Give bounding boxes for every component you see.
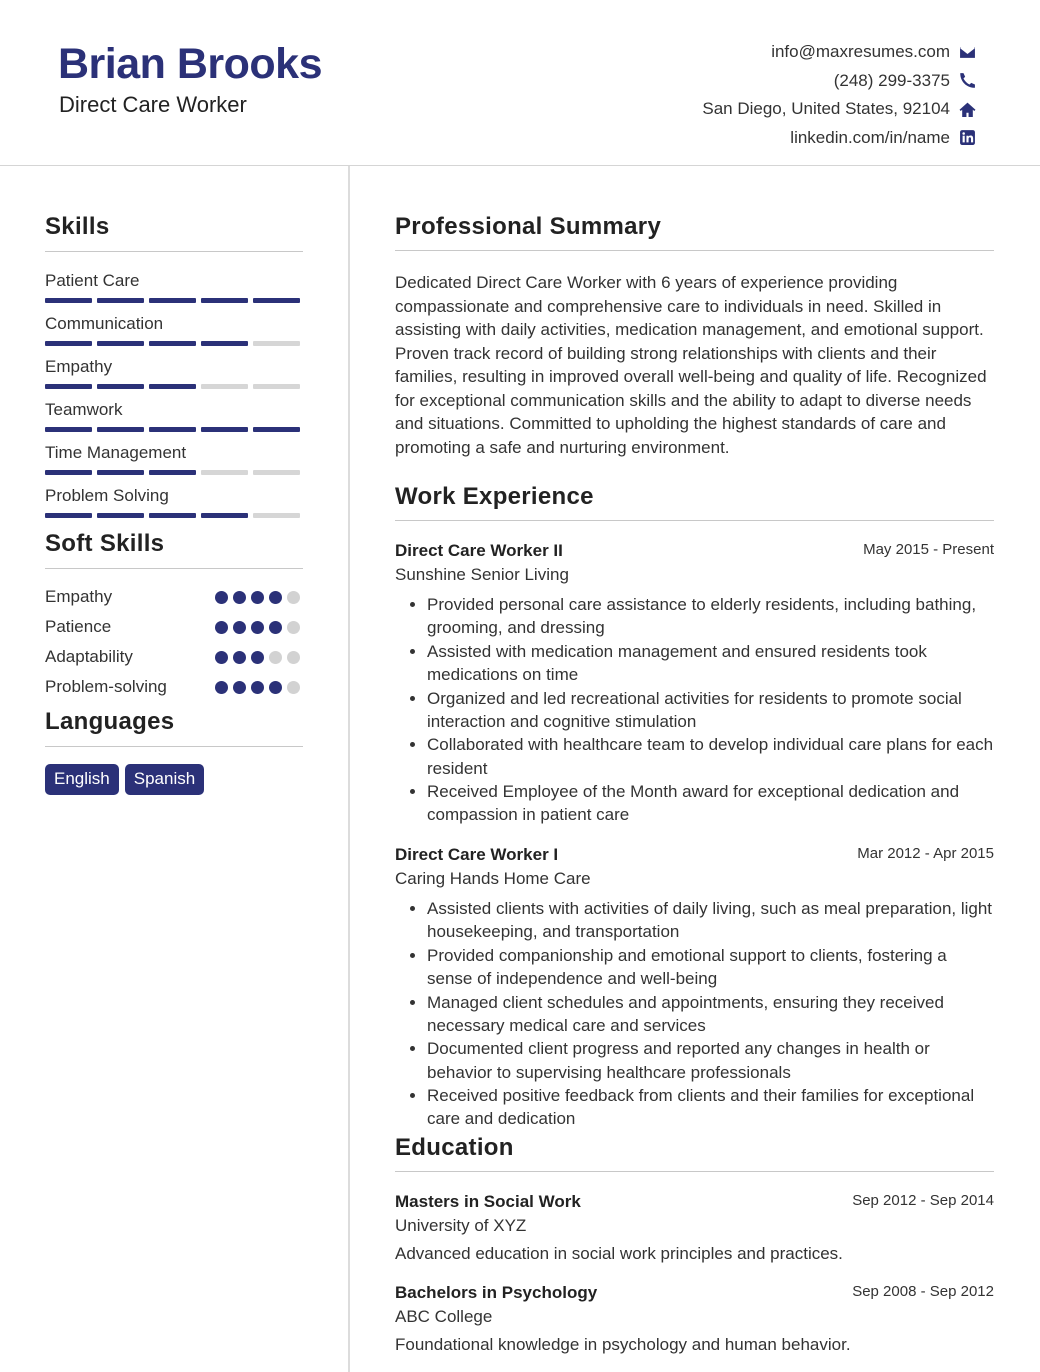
skill-item — [45, 357, 303, 389]
section-divider — [395, 250, 994, 251]
soft-skill-rating — [215, 681, 300, 694]
contact-linkedin[interactable] — [702, 124, 976, 153]
skill-level-segment — [253, 384, 300, 389]
edu-date: Sep 2012 - Sep 2014 — [852, 1192, 994, 1209]
skill-level-segment — [97, 298, 144, 303]
skill-level-segment — [149, 298, 196, 303]
edu-school: University of XYZ — [395, 1216, 527, 1235]
rating-dot — [215, 651, 228, 664]
skill-name: Teamwork — [45, 400, 123, 419]
language-badge: English — [45, 764, 119, 795]
rating-dot — [251, 621, 264, 634]
rating-dot — [251, 591, 264, 604]
envelope-icon — [958, 43, 976, 61]
skill-level-segment — [253, 470, 300, 475]
job-bullet: • Assisted clients with activities of daily living, such as meal preparation, light housekeeping, and transportation — [427, 897, 994, 944]
skill-item — [45, 314, 303, 346]
section-divider — [395, 1171, 994, 1172]
summary-title: Professional Summary — [395, 213, 662, 240]
rating-dot — [215, 681, 228, 694]
soft-skills-title: Soft Skills — [45, 530, 165, 557]
phone-icon — [958, 72, 976, 90]
skill-name: Problem Solving — [45, 486, 169, 505]
skill-level-segment — [45, 513, 92, 518]
skill-item — [45, 486, 303, 518]
skill-name: Time Management — [45, 443, 187, 462]
contact-address — [702, 95, 976, 124]
rating-dot — [233, 651, 246, 664]
skill-level-segment — [253, 341, 300, 346]
skill-level-segment — [201, 470, 248, 475]
rating-dot — [269, 681, 282, 694]
edu-date: Sep 2008 - Sep 2012 — [852, 1283, 994, 1300]
linkedin-icon — [958, 129, 976, 147]
edu-school: ABC College — [395, 1307, 493, 1326]
skill-level-segment — [201, 384, 248, 389]
languages-list — [45, 764, 204, 795]
skill-name: Communication — [45, 314, 164, 333]
rating-dot — [233, 681, 246, 694]
soft-skill-item — [45, 677, 303, 697]
rating-dot — [269, 621, 282, 634]
section-divider — [45, 251, 303, 252]
skill-name: Empathy — [45, 357, 113, 376]
rating-dot — [269, 651, 282, 664]
skill-item — [45, 443, 303, 475]
skill-level-segment — [201, 513, 248, 518]
skill-level-segment — [253, 427, 300, 432]
rating-dot — [287, 591, 300, 604]
job-date: May 2015 - Present — [863, 541, 994, 558]
job-title: Direct Care Worker II — [395, 541, 563, 560]
rating-dot — [287, 651, 300, 664]
job-bullet: • Assisted with medication management and ensured residents took medications on time — [427, 640, 994, 687]
skill-name: Patient Care — [45, 271, 140, 290]
edu-description: Foundational knowledge in psychology and human behavior. — [395, 1335, 851, 1354]
soft-skill-name: Empathy — [45, 587, 113, 606]
rating-dot — [215, 621, 228, 634]
rating-dot — [287, 681, 300, 694]
job-bullet: • Organized and led recreational activities for residents to promote social interaction and cognitive stimulation — [427, 687, 994, 734]
soft-skill-item — [45, 647, 303, 667]
rating-dot — [215, 591, 228, 604]
skill-level-segment — [45, 298, 92, 303]
skill-level-segment — [97, 341, 144, 346]
skills-title: Skills — [45, 213, 110, 240]
job-bullets — [395, 897, 994, 1131]
candidate-role: Direct Care Worker — [59, 92, 247, 117]
rating-dot — [251, 651, 264, 664]
skill-level-segment — [149, 470, 196, 475]
job-bullet: • Received positive feedback from clients and their families for exceptional care and dedication — [427, 1084, 994, 1131]
rating-dot — [233, 591, 246, 604]
rating-dot — [251, 681, 264, 694]
contact-list — [702, 38, 976, 152]
skill-level-segment — [45, 470, 92, 475]
job-bullets — [395, 593, 994, 827]
soft-skill-name: Problem-solving — [45, 677, 167, 696]
contact-email[interactable] — [702, 38, 976, 67]
job-bullet: • Documented client progress and reported any changes in health or behavior to supervising healthcare professionals — [427, 1037, 994, 1084]
job-date: Mar 2012 - Apr 2015 — [857, 845, 994, 862]
skill-level-segment — [201, 341, 248, 346]
soft-skill-rating — [215, 651, 300, 664]
soft-skill-item — [45, 617, 303, 637]
job-company: Caring Hands Home Care — [395, 869, 591, 888]
skill-level-bar — [45, 470, 303, 475]
skill-item — [45, 400, 303, 432]
job-bullet: • Managed client schedules and appointments, ensuring they received necessary medical care and services — [427, 991, 994, 1038]
job-entry — [395, 541, 994, 827]
job-bullet: • Provided companionship and emotional support to clients, fostering a sense of independence and well-being — [427, 944, 994, 991]
skill-level-segment — [45, 427, 92, 432]
skill-level-bar — [45, 427, 303, 432]
skill-item — [45, 271, 303, 303]
skill-level-segment — [97, 384, 144, 389]
skill-level-segment — [45, 341, 92, 346]
rating-dot — [233, 621, 246, 634]
contact-phone-text[interactable]: (248) 299-3375 — [833, 70, 950, 90]
job-company: Sunshine Senior Living — [395, 565, 569, 584]
candidate-name: Brian Brooks — [58, 40, 323, 88]
column-divider — [348, 166, 350, 1372]
soft-skill-name: Adaptability — [45, 647, 133, 666]
skill-level-bar — [45, 298, 303, 303]
job-entry — [395, 845, 994, 1131]
language-badge: Spanish — [125, 764, 204, 795]
rating-dot — [269, 591, 282, 604]
contact-email-text[interactable]: info@maxresumes.com — [771, 42, 950, 62]
summary-text: Dedicated Direct Care Worker with 6 years of experience providing compassionate and comprehensive care to individuals in need. Skilled in assisting with daily activities, medication management, and emotional support. Proven track record of building strong relationships with clients and their families, resulting in improved overall well-being and quality of life. Recognized for exceptional communication skills and the ability to adapt to diverse needs and situations. Committed to upholding the highest standards of care and promoting a safe and nurturing environment. — [395, 273, 987, 457]
soft-skill-rating — [215, 621, 300, 634]
soft-skill-item — [45, 587, 303, 607]
skill-level-segment — [149, 513, 196, 518]
skill-level-segment — [149, 341, 196, 346]
contact-phone[interactable] — [702, 67, 976, 96]
experience-title: Work Experience — [395, 483, 594, 510]
skill-level-segment — [45, 384, 92, 389]
soft-skills-section — [45, 530, 303, 569]
education-entry — [395, 1192, 994, 1264]
skill-level-segment — [253, 513, 300, 518]
resume-header — [0, 0, 1040, 166]
education-title: Education — [395, 1134, 514, 1161]
contact-address-text: San Diego, United States, 92104 — [702, 99, 950, 119]
skill-level-segment — [149, 427, 196, 432]
skill-level-segment — [201, 427, 248, 432]
job-bullet: • Received Employee of the Month award for exceptional dedication and compassion in patient care — [427, 780, 994, 827]
soft-skill-rating — [215, 591, 300, 604]
soft-skill-name: Patience — [45, 617, 112, 636]
skill-level-segment — [97, 427, 144, 432]
edu-degree: Bachelors in Psychology — [395, 1283, 598, 1302]
home-icon — [958, 100, 976, 118]
job-title: Direct Care Worker I — [395, 845, 559, 864]
skill-level-segment — [201, 298, 248, 303]
rating-dot — [287, 621, 300, 634]
section-divider — [395, 520, 994, 521]
languages-section — [45, 708, 303, 747]
skill-level-segment — [149, 384, 196, 389]
edu-description: Advanced education in social work principles and practices. — [395, 1244, 843, 1263]
contact-linkedin-text[interactable]: linkedin.com/in/name — [790, 127, 950, 147]
job-bullet: • Provided personal care assistance to elderly residents, including bathing, grooming, and dressing — [427, 593, 994, 640]
section-divider — [45, 568, 303, 569]
section-divider — [45, 746, 303, 747]
skill-level-bar — [45, 384, 303, 389]
languages-title: Languages — [45, 708, 175, 735]
skill-level-segment — [97, 513, 144, 518]
skill-level-segment — [97, 470, 144, 475]
skill-level-bar — [45, 341, 303, 346]
edu-degree: Masters in Social Work — [395, 1192, 581, 1211]
skill-level-segment — [253, 298, 300, 303]
skills-section — [45, 213, 303, 252]
job-bullet: • Collaborated with healthcare team to develop individual care plans for each resident — [427, 733, 994, 780]
skill-level-bar — [45, 513, 303, 518]
education-entry — [395, 1283, 994, 1355]
